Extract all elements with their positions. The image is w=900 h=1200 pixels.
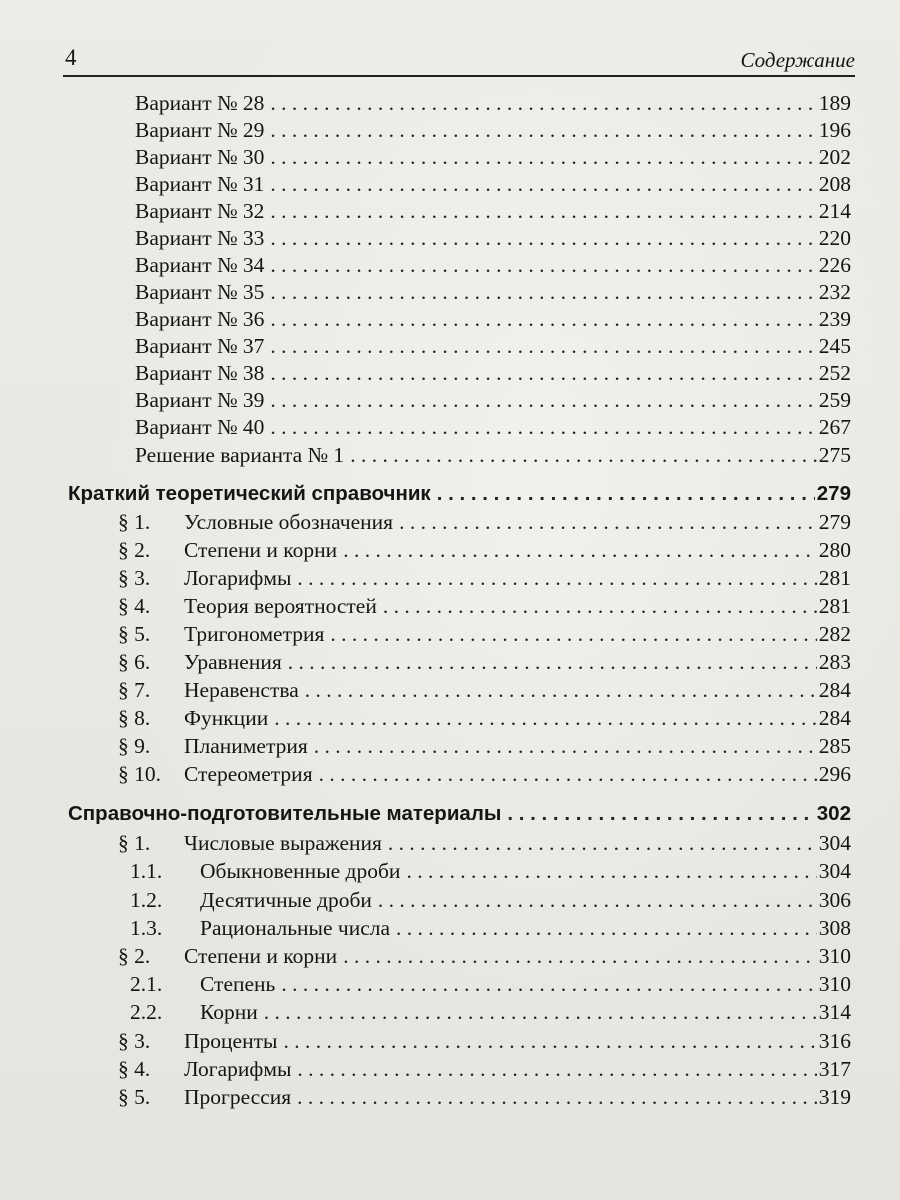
toc-entry [118, 537, 851, 564]
toc-entry-page: 239 [818, 307, 851, 331]
toc-dot-leader [396, 915, 817, 942]
toc-entry-title: Вариант № 40 [135, 415, 265, 439]
toc-dot-leader [383, 593, 817, 620]
toc-entry-number: § 2. [118, 944, 151, 968]
toc-entry-title: Функции [184, 706, 269, 730]
toc-dot-leader [297, 1084, 817, 1111]
toc-entry-number: 1.2. [130, 888, 163, 912]
toc-entry-page: 283 [818, 650, 851, 674]
toc-entry-number: § 3. [118, 1029, 151, 1053]
toc-entry-page: 279 [818, 510, 851, 534]
toc-entry-title: Тригонометрия [184, 622, 325, 646]
toc-dot-leader [314, 733, 817, 760]
toc-dot-leader [270, 171, 816, 198]
toc-entry-title: Числовые выражения [184, 831, 382, 855]
toc-entry-page: 226 [818, 253, 851, 277]
toc-entry-page: 189 [818, 91, 851, 115]
toc-dot-leader [406, 858, 816, 885]
toc-entry-page: 319 [818, 1085, 851, 1109]
toc-entry-title: Прогрессия [184, 1085, 292, 1109]
toc-entry-title: Вариант № 37 [135, 334, 265, 358]
toc-entry-page: 214 [818, 199, 851, 223]
toc-entry-title: Вариант № 29 [135, 118, 265, 142]
toc-dot-leader [270, 387, 816, 414]
toc-dot-leader [281, 971, 816, 998]
toc-entry-number: § 4. [118, 1057, 151, 1081]
toc-entry-number: § 2. [118, 538, 151, 562]
toc-entry-title: Вариант № 36 [135, 307, 265, 331]
toc-entry-number: § 5. [118, 1085, 151, 1109]
toc-entry [135, 198, 851, 225]
toc-dot-leader [305, 677, 817, 704]
toc-entry-title: Справочно-подготовительные материалы [68, 802, 502, 825]
toc-dot-leader [388, 830, 817, 857]
toc-entry-title: Планиметрия [184, 734, 308, 758]
toc-entry-title: Вариант № 31 [135, 172, 265, 196]
toc-entry-number: § 8. [118, 706, 151, 730]
toc-entry [135, 225, 851, 252]
toc-entry-title: Степень [200, 972, 276, 996]
toc-entry-page: 285 [818, 734, 851, 758]
toc-entry-page: 252 [818, 361, 851, 385]
toc-entry [135, 333, 851, 360]
toc-entry-title: Вариант № 33 [135, 226, 265, 250]
toc-entry-number: § 3. [118, 566, 151, 590]
toc-dot-leader [343, 537, 817, 564]
toc-entry [135, 90, 851, 117]
toc-entry-page: 302 [816, 802, 851, 825]
toc-entry-page: 279 [816, 482, 851, 505]
toc-entry-number: 2.1. [130, 972, 163, 996]
toc-entry [118, 649, 851, 676]
running-title: Содержание [740, 48, 855, 72]
toc-entry [118, 509, 851, 536]
toc-entry-page: 208 [818, 172, 851, 196]
toc-dot-leader [270, 225, 816, 252]
toc-entry-title: Корни [200, 1000, 258, 1024]
toc-entry [130, 887, 851, 914]
toc-entry-page: 280 [818, 538, 851, 562]
toc-entry-page: 245 [818, 334, 851, 358]
toc-entry-title: Проценты [184, 1029, 278, 1053]
toc-dot-leader [297, 1056, 816, 1083]
toc-entry [118, 733, 851, 760]
toc-entry [118, 830, 851, 857]
toc-entry [135, 117, 851, 144]
toc-dot-leader [264, 999, 817, 1026]
toc-entry-page: 317 [818, 1057, 851, 1081]
toc-entry-title: Краткий теоретический справочник [68, 482, 431, 505]
toc-entry-title: Рациональные числа [200, 916, 391, 940]
page-number: 4 [65, 45, 77, 70]
toc-entry [135, 144, 851, 171]
toc-entry [118, 621, 851, 648]
toc-dot-leader [270, 306, 816, 333]
toc-dot-leader [270, 90, 816, 117]
toc-entry-number: § 6. [118, 650, 151, 674]
toc-dot-leader [270, 117, 816, 144]
toc-entry-title: Уравнения [184, 650, 282, 674]
toc-entry [135, 279, 851, 306]
toc-entry-title: Степени и корни [184, 944, 338, 968]
toc-entry-number: 1.3. [130, 916, 163, 940]
toc-entry-page: 296 [818, 762, 851, 786]
toc-entry-page: 281 [818, 594, 851, 618]
toc-entry-page: 275 [818, 443, 851, 467]
toc-entry-page: 310 [818, 972, 851, 996]
toc-dot-leader [270, 333, 816, 360]
toc-entry-number: § 7. [118, 678, 151, 702]
toc-dot-leader [270, 279, 816, 306]
toc-entry-number: § 9. [118, 734, 151, 758]
toc-entry-title: Решение варианта № 1 [135, 443, 345, 467]
toc-dot-leader [270, 252, 816, 279]
toc-dot-leader [378, 887, 817, 914]
toc-dot-leader [437, 480, 815, 507]
toc-entry-page: 306 [818, 888, 851, 912]
toc-dot-leader [270, 360, 816, 387]
toc-entry-number: 1.1. [130, 859, 163, 883]
toc-entry [118, 761, 851, 788]
toc-entry-page: 267 [818, 415, 851, 439]
toc-entry-page: 304 [818, 831, 851, 855]
toc-entry-number: § 4. [118, 594, 151, 618]
toc-entry-title: Условные обозначения [184, 510, 394, 534]
toc-entry [118, 1056, 851, 1083]
toc-entry-title: Вариант № 38 [135, 361, 265, 385]
toc-entry [118, 593, 851, 620]
toc-dot-leader [399, 509, 817, 536]
toc-entry-page: 196 [818, 118, 851, 142]
toc-entry-page: 259 [818, 388, 851, 412]
toc-dot-leader [288, 649, 817, 676]
toc-entry-title: Вариант № 39 [135, 388, 265, 412]
toc-dot-leader [270, 414, 816, 441]
toc-entry-page: 316 [818, 1029, 851, 1053]
toc-entry-page: 314 [818, 1000, 851, 1024]
toc-entry-title: Вариант № 35 [135, 280, 265, 304]
toc-entry-title: Вариант № 28 [135, 91, 265, 115]
toc-entry-page: 220 [818, 226, 851, 250]
toc-entry [118, 565, 851, 592]
toc-part-entry [68, 480, 851, 507]
toc-entry-page: 232 [818, 280, 851, 304]
toc-entry [130, 915, 851, 942]
toc-dot-leader [350, 442, 817, 469]
toc-part-entry [68, 800, 851, 827]
toc-entry [135, 442, 851, 469]
toc-entry-number: § 5. [118, 622, 151, 646]
toc-dot-leader [270, 198, 816, 225]
toc-dot-leader [270, 144, 816, 171]
toc-dot-leader [297, 565, 816, 592]
toc-dot-leader [330, 621, 816, 648]
toc-dot-leader [274, 705, 817, 732]
toc-entry-page: 284 [818, 706, 851, 730]
toc-entry-page: 284 [818, 678, 851, 702]
toc-entry-title: Неравенства [184, 678, 299, 702]
toc-entry-number: § 1. [118, 831, 151, 855]
toc-entry-title: Логарифмы [184, 566, 292, 590]
toc-entry-number: 2.2. [130, 1000, 163, 1024]
toc-dot-leader [319, 761, 817, 788]
toc-entry [135, 387, 851, 414]
toc-entry-title: Десятичные дроби [200, 888, 372, 912]
toc-dot-leader [283, 1028, 816, 1055]
toc-entry [130, 999, 851, 1026]
toc-entry-page: 310 [818, 944, 851, 968]
toc-entry [135, 252, 851, 279]
toc-entry [135, 360, 851, 387]
toc-entry-title: Вариант № 30 [135, 145, 265, 169]
toc-entry-page: 308 [818, 916, 851, 940]
toc-entry-page: 282 [818, 622, 851, 646]
toc-entry-page: 202 [818, 145, 851, 169]
toc-entry [130, 858, 851, 885]
toc-entry [118, 1028, 851, 1055]
toc-entry-number: § 1. [118, 510, 151, 534]
toc-dot-leader [343, 943, 817, 970]
toc-dot-leader [507, 800, 814, 827]
toc-entry [135, 171, 851, 198]
toc-entry-number: § 10. [118, 762, 161, 786]
toc-entry [118, 705, 851, 732]
toc-entry-title: Степени и корни [184, 538, 338, 562]
toc-entry [118, 677, 851, 704]
toc-entry [118, 1084, 851, 1111]
toc-entry-title: Стереометрия [184, 762, 313, 786]
header-rule [63, 75, 855, 77]
toc-entry [135, 414, 851, 441]
toc-entry-title: Логарифмы [184, 1057, 292, 1081]
toc-entry [130, 971, 851, 998]
toc-entry-title: Вариант № 34 [135, 253, 265, 277]
toc-entry-title: Обыкновенные дроби [200, 859, 401, 883]
toc-entry-page: 304 [818, 859, 851, 883]
toc-entry-title: Вариант № 32 [135, 199, 265, 223]
toc-entry-page: 281 [818, 566, 851, 590]
toc-entry-title: Теория вероятностей [184, 594, 377, 618]
toc-entry [135, 306, 851, 333]
toc-entry [118, 943, 851, 970]
